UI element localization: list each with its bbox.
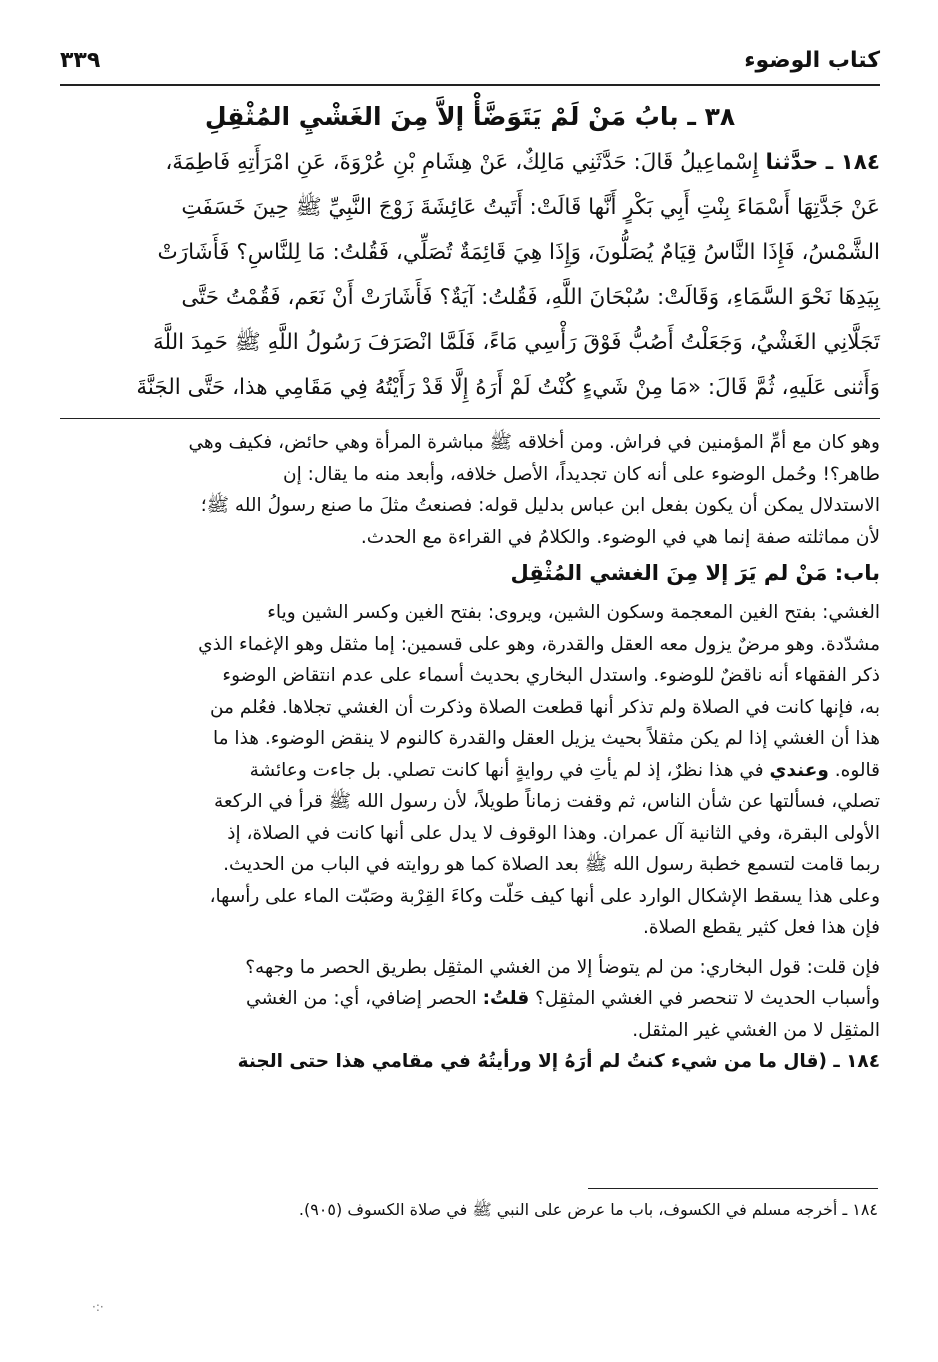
commentary-text: وأسباب الحديث لا تنحصر في الغشي المثقِل؟ <box>529 988 880 1009</box>
commentary-line: لأن مماثلته صفة إنما هي في الوضوء. والكلامُ في القراءة مع الحدث. <box>360 526 880 548</box>
book-page <box>60 40 880 1078</box>
hadith-line <box>60 140 880 185</box>
hadith-line: عَنْ جَدَّتِهَا أَسْمَاءَ بِنْتِ أَبِي بَكْرٍ أَنَّها قَالَتْ: أَتَيتُ عَائِشَةَ زَوْجَ النَّبِيِّ ﷺ حِينَ خَسَفَتِ <box>181 195 880 220</box>
commentary-line: الغشي: بفتح الغين المعجمة وسكون الشين، ويروى: بفتح الغين وكسر الشين وياء <box>267 602 880 623</box>
commentary-line: الاستدلال يمكن أن يكون بفعل ابن عباس بدليل قوله: فصنعتُ مثلَ ما صنع رسولُ الله ﷺ؛ <box>200 495 880 516</box>
commentary-line: فإن قلت: قول البخاري: من لم يتوضأ إلا من الغشي المثقِل بطريق الحصر ما وجهه؟ <box>245 956 880 978</box>
commentary-text: قالوه. <box>828 759 880 781</box>
chapter-title: ٣٨ ـ بابُ مَنْ لَمْ يَتَوَضَّأْ إلاَّ مِنَ الغَشْيِ المُثْقِلِ <box>204 102 736 131</box>
commentary-line: فإن هذا فعل كثير يقطع الصلاة. <box>643 917 880 938</box>
commentary <box>60 427 880 1078</box>
commentary-line <box>60 755 880 787</box>
commentary-line: ربما قامت لتسمع خطبة رسول الله ﷺ بعد الصلاة كما هو روايته في الباب من الحديث. <box>223 854 880 875</box>
hadith-text <box>60 140 880 410</box>
running-title: كتاب الوضوء <box>744 48 880 73</box>
author-opinion-marker: وعندي <box>769 759 829 781</box>
hadith-number: ١٨٤ ـ حدَّثنا <box>765 150 880 175</box>
commentary-text: الحصر إضافي، أي: من الغشي <box>246 988 483 1009</box>
section-divider <box>60 418 880 419</box>
commentary-line <box>60 983 880 1015</box>
commentary-line: به، فإنها كانت في الصلاة ولم تذكر أنها قطعت الصلاة وذكرت أن الغشي تجلاها. فعُلم من <box>209 696 880 718</box>
commentary-line: هذا أن الغشي إذا لم يكن مثقلاً بحيث يزيل العقل والقدرة كالنوم لا ينقض الوضوء. هذا ما <box>213 728 880 749</box>
commentary-line: ذكر الفقهاء أنه ناقضٌ للوضوء. واستدل البخاري بحديث أسماء على عدم انتقاض الوضوء <box>222 665 880 686</box>
hadith-quote-heading: ١٨٤ ـ (قال ما من شيء كنتُ لم أرَهُ إلا ورأيتُهُ في مقامي هذا حتى الجنة <box>237 1051 880 1072</box>
footnote: ١٨٤ ـ أخرجه مسلم في الكسوف، باب ما عرض على النبي ﷺ في صلاة الكسوف (٩٠٥). <box>298 1200 878 1219</box>
page-number: ٣٣٩ <box>60 48 101 73</box>
commentary-line: مشدّدة. وهو مرضٌ يزول معه العقل والقدرة، وهو على قسمين: إما مثقل وهو الإغماء الذي <box>198 633 880 655</box>
commentary-line: الأولى البقرة، وفي الثانية آل عمران. وهذا الوقوف لا يدل على أنها كانت في الصلاة، إذ <box>227 822 880 844</box>
hadith-line: الشَّمْسُ، فَإِذَا النَّاسُ قِيَامٌ يُصَلُّونَ، وَإِذَا هِيَ قَائِمَةٌ تُصَلِّي، فَقُلتُ: مَا لِلنَّاسِ؟ فَأَشَارَتْ <box>157 240 880 265</box>
hadith-line-text: إِسْماعِيلُ قَالَ: حَدَّثَنِي مَالِكٌ، عَنْ هِشَامِ بْنِ عُرْوَةَ، عَنِ امْرَأَتِهِ فَاطِمَةَ، <box>165 150 766 175</box>
scan-speck-decoration: ·:· <box>92 1300 104 1314</box>
commentary-line: تصلي، فسألتها عن شأن الناس، ثم وقفت زماناً طويلاً، لأن رسول الله ﷺ قرأ في الركعة <box>214 791 880 812</box>
hadith-line: وَأَثنى عَلَيهِ، ثُمَّ قَالَ: «مَا مِنْ شَيءٍ كُنْتُ لَمْ أَرَهُ إِلَّا قَدْ رَأَيْتُهُ فِي مَقَامِي هذا، حَتَّى الجَنَّةَ <box>136 375 880 400</box>
commentary-line: طاهر؟! وحُمل الوضوء على أنه كان تجديداً، الأصل خلافه، وأبعد منه ما يقال: إن <box>283 463 880 485</box>
hadith-line: بِيَدِهَا نَحْوَ السَّمَاءِ، وَقَالَتْ: سُبْحَانَ اللَّهِ، فَقُلتُ: آيَةٌ؟ فَأَشَارَتْ أَنْ نَعَم، فَقُمْتُ حَتَّى <box>181 285 880 310</box>
paragraph-gap <box>60 944 880 952</box>
commentary-text: في هذا نظرٌ، إذ لم يأتِ في روايةٍ أنها كانت تصلي. بل جاءت وعائشة <box>249 759 770 781</box>
answer-marker: قلتُ: <box>482 988 530 1009</box>
bab-heading: باب: مَنْ لم يَرَ إلا مِنَ الغشي المُثْقِل <box>510 561 880 585</box>
page-header <box>60 40 880 86</box>
hadith-line: تَجَلَّانِي الغَشْيُ، وَجَعَلْتُ أَصُبُّ فَوْقَ رَأْسِي مَاءً، فَلَمَّا انْصَرَفَ رَسُولُ اللَّهِ ﷺ حَمِدَ اللَّهَ <box>152 330 880 355</box>
commentary-line: المثقِل لا من الغشي غير المثقل. <box>632 1019 880 1041</box>
commentary-line: وعلى هذا يسقط الإشكال الوارد على أنها كيف حَلّت وكاءَ القِرْبة وصَبّت الماء على رأسها، <box>209 885 880 907</box>
commentary-line: وهو كان مع أمِّ المؤمنين في فراش. ومن أخلاقه ﷺ مباشرة المرأة وهي حائض، فكيف وهي <box>188 432 880 453</box>
footnote-divider <box>588 1188 878 1189</box>
